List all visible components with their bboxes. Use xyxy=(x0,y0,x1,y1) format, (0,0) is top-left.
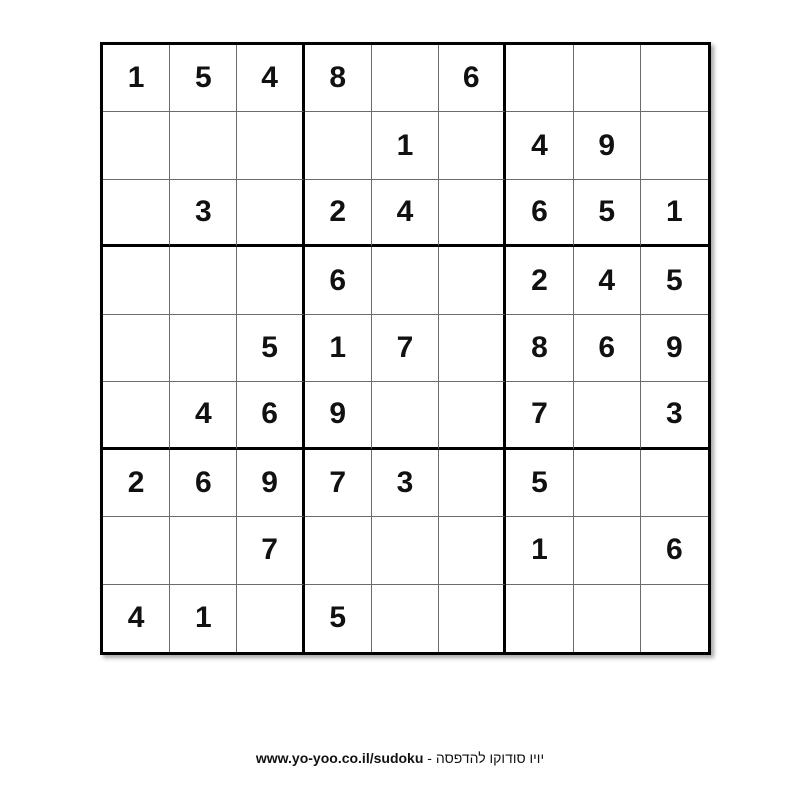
sudoku-board xyxy=(100,42,711,655)
sudoku-cell-r8c3: 7 xyxy=(237,517,304,584)
sudoku-cell-r5c5: 7 xyxy=(372,315,439,382)
sudoku-cell-r3c4: 2 xyxy=(305,180,372,247)
sudoku-cell-r4c7: 2 xyxy=(506,247,573,314)
sudoku-cell-r1c7[interactable] xyxy=(506,45,573,112)
sudoku-cell-r1c2: 5 xyxy=(170,45,237,112)
sudoku-cell-r9c4: 5 xyxy=(305,585,372,652)
sudoku-cell-r3c1[interactable] xyxy=(103,180,170,247)
sudoku-cell-r8c5[interactable] xyxy=(372,517,439,584)
sudoku-cell-r8c2[interactable] xyxy=(170,517,237,584)
sudoku-cell-r3c2: 3 xyxy=(170,180,237,247)
footer-separator: - xyxy=(423,750,436,766)
sudoku-cell-r7c1: 2 xyxy=(103,450,170,517)
sudoku-cell-r6c4: 9 xyxy=(305,382,372,449)
sudoku-cell-r5c6[interactable] xyxy=(439,315,506,382)
sudoku-cell-r8c7: 1 xyxy=(506,517,573,584)
sudoku-cell-r1c6: 6 xyxy=(439,45,506,112)
sudoku-cell-r3c6[interactable] xyxy=(439,180,506,247)
sudoku-cell-r8c4[interactable] xyxy=(305,517,372,584)
sudoku-cell-r8c6[interactable] xyxy=(439,517,506,584)
sudoku-cell-r7c5: 3 xyxy=(372,450,439,517)
sudoku-cell-r7c7: 5 xyxy=(506,450,573,517)
sudoku-cell-r1c1: 1 xyxy=(103,45,170,112)
sudoku-cell-r4c9: 5 xyxy=(641,247,708,314)
sudoku-cell-r4c3[interactable] xyxy=(237,247,304,314)
sudoku-cell-r6c2: 4 xyxy=(170,382,237,449)
sudoku-cell-r1c4: 8 xyxy=(305,45,372,112)
sudoku-cell-r5c8: 6 xyxy=(574,315,641,382)
sudoku-cell-r9c3[interactable] xyxy=(237,585,304,652)
sudoku-cell-r5c2[interactable] xyxy=(170,315,237,382)
sudoku-cell-r6c6[interactable] xyxy=(439,382,506,449)
sudoku-cell-r9c6[interactable] xyxy=(439,585,506,652)
sudoku-cell-r7c2: 6 xyxy=(170,450,237,517)
sudoku-cell-r7c3: 9 xyxy=(237,450,304,517)
sudoku-cell-r4c4: 6 xyxy=(305,247,372,314)
sudoku-cell-r9c8[interactable] xyxy=(574,585,641,652)
sudoku-cell-r3c9: 1 xyxy=(641,180,708,247)
sudoku-cell-r2c5: 1 xyxy=(372,112,439,179)
sudoku-cell-r6c7: 7 xyxy=(506,382,573,449)
sudoku-cell-r2c2[interactable] xyxy=(170,112,237,179)
footer-caption: יויו סודוקו להדפסה xyxy=(435,750,545,766)
sudoku-cell-r5c3: 5 xyxy=(237,315,304,382)
sudoku-cell-r2c1[interactable] xyxy=(103,112,170,179)
sudoku-cell-r3c7: 6 xyxy=(506,180,573,247)
sudoku-cell-r4c8: 4 xyxy=(574,247,641,314)
sudoku-cell-r7c4: 7 xyxy=(305,450,372,517)
sudoku-cell-r2c4[interactable] xyxy=(305,112,372,179)
footer-credit xyxy=(0,750,800,766)
sudoku-cell-r3c3[interactable] xyxy=(237,180,304,247)
sudoku-cell-r7c6[interactable] xyxy=(439,450,506,517)
sudoku-cell-r8c8[interactable] xyxy=(574,517,641,584)
sudoku-cell-r6c3: 6 xyxy=(237,382,304,449)
sudoku-cell-r9c9[interactable] xyxy=(641,585,708,652)
sudoku-cell-r9c5[interactable] xyxy=(372,585,439,652)
sudoku-cell-r6c1[interactable] xyxy=(103,382,170,449)
sudoku-cell-r4c1[interactable] xyxy=(103,247,170,314)
sudoku-cell-r5c7: 8 xyxy=(506,315,573,382)
sudoku-cell-r3c8: 5 xyxy=(574,180,641,247)
sudoku-cell-r8c1[interactable] xyxy=(103,517,170,584)
sudoku-cell-r2c8: 9 xyxy=(574,112,641,179)
sudoku-cell-r5c4: 1 xyxy=(305,315,372,382)
sudoku-cell-r5c9: 9 xyxy=(641,315,708,382)
sudoku-cell-r1c9[interactable] xyxy=(641,45,708,112)
sudoku-cell-r2c3[interactable] xyxy=(237,112,304,179)
sudoku-cell-r9c2: 1 xyxy=(170,585,237,652)
sudoku-cell-r8c9: 6 xyxy=(641,517,708,584)
sudoku-cell-r5c1[interactable] xyxy=(103,315,170,382)
sudoku-cell-r6c9: 3 xyxy=(641,382,708,449)
footer-url[interactable]: www.yo-yoo.co.il/sudoku xyxy=(255,750,424,766)
sudoku-cell-r9c7[interactable] xyxy=(506,585,573,652)
sudoku-cell-r9c1: 4 xyxy=(103,585,170,652)
sudoku-cell-r4c6[interactable] xyxy=(439,247,506,314)
sudoku-cell-r6c5[interactable] xyxy=(372,382,439,449)
sudoku-cell-r2c9[interactable] xyxy=(641,112,708,179)
sudoku-cell-r7c8[interactable] xyxy=(574,450,641,517)
sudoku-cell-r3c5: 4 xyxy=(372,180,439,247)
sudoku-cell-r6c8[interactable] xyxy=(574,382,641,449)
sudoku-cell-r4c2[interactable] xyxy=(170,247,237,314)
sudoku-cell-r4c5[interactable] xyxy=(372,247,439,314)
sudoku-cell-r2c7: 4 xyxy=(506,112,573,179)
sudoku-cell-r2c6[interactable] xyxy=(439,112,506,179)
sudoku-cell-r1c3: 4 xyxy=(237,45,304,112)
sudoku-cell-r1c5[interactable] xyxy=(372,45,439,112)
sudoku-cell-r7c9[interactable] xyxy=(641,450,708,517)
sudoku-cell-r1c8[interactable] xyxy=(574,45,641,112)
